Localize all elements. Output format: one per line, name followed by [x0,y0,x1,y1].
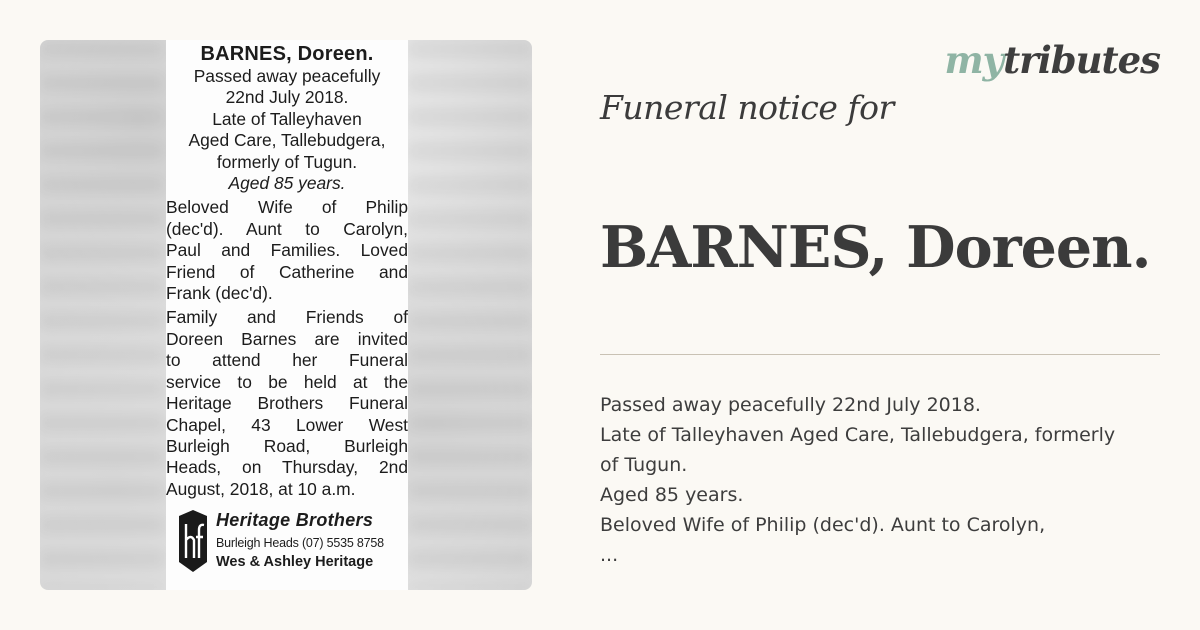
funeral-home-contact: Burleigh Heads (07) 5535 8758 [216,536,384,551]
clipping-line: Late of Talleyhaven [212,108,362,129]
blurred-background-right [408,40,532,590]
excerpt-line: Late of Talleyhaven Aged Care, Tallebudgera, formerly [600,424,1116,446]
clipping-line: formerly of Tugun. [216,151,358,172]
clipping-line: Beloved Wife of Philip [166,197,408,218]
funeral-home-people: Wes & Ashley Heritage [216,554,374,571]
excerpt-line: of Tugun. [600,454,688,476]
excerpt-line: Beloved Wife of Philip (dec'd). Aunt to Carolyn, [600,514,1046,536]
funeral-home-ad [166,504,408,574]
clipping-line: Heads, on Thursday, 2nd [166,457,408,478]
clipping-line: Aged 85 years. [228,173,346,194]
excerpt-ellipsis: ... [600,544,619,566]
excerpt-line: Aged 85 years. [600,484,744,506]
clipping-line: Aged Care, Tallebudgera, [188,130,386,151]
clipping-name: BARNES, Doreen. [200,43,374,65]
blurred-background-left [40,40,164,590]
mytributes-logo[interactable] [944,38,1160,82]
clipping-line: Paul and Families. Loved [166,240,408,261]
clipping-line: Family and Friends of [166,307,408,328]
clipping-text [166,66,408,500]
clipping-line: Chapel, 43 Lower West [166,414,408,435]
clipping-line: (dec'd). Aunt to Carolyn, [166,218,408,239]
brand-part-tributes: tributes [1003,38,1160,82]
clipping-line: Frank (dec'd). [166,283,273,304]
clipping-line: Friend of Catherine and [166,261,408,282]
funeral-home-name: Heritage Brothers [216,510,374,531]
excerpt-line: Passed away peacefully 22nd July 2018. [600,394,981,416]
heritage-brothers-logo-icon [177,510,209,574]
clipping-line: Doreen Barnes are invited [166,328,408,349]
notice-excerpt [600,390,1160,570]
clipping-line: service to be held at the [166,371,408,392]
notice-kicker: Funeral notice for [600,88,894,127]
clipping-line: Passed away peacefully [193,66,381,86]
clipping-line: Burleigh Road, Burleigh [166,435,408,456]
deceased-name-title: BARNES, Doreen. [600,214,1151,281]
notice-image [40,40,532,590]
clipping-line: August, 2018, at 10 a.m. [166,478,356,499]
clipping-line: to attend her Funeral [166,350,408,371]
clipping-line: 22nd July 2018. [225,87,349,108]
clipping-line: Heritage Brothers Funeral [166,393,408,414]
newspaper-clipping [166,40,408,590]
brand-part-my: my [944,38,1004,82]
divider [600,354,1160,355]
